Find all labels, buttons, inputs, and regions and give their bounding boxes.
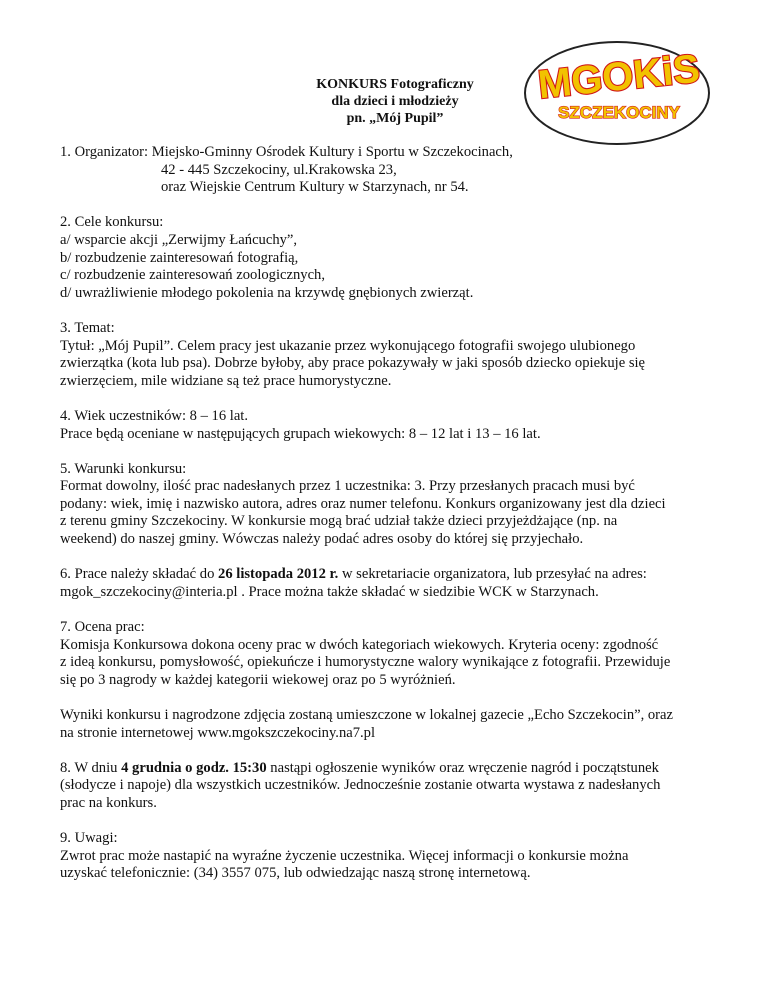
goal-d: d/ uwrażliwienie młodego pokolenia na krzywdę gnębionych zwierząt.: [60, 284, 474, 301]
goal-c: c/ rozbudzenie zainteresowań zoologicznych,: [60, 267, 325, 284]
ceremony-pre: 8. W dniu: [60, 759, 122, 776]
age-line-2: Prace będą oceniane w następujących grupach wiekowych: 8 – 12 lat i 13 – 16 lat.: [60, 425, 541, 442]
theme-line-3: zwierzęciem, mile widziane są też prace humorystyczne.: [60, 372, 392, 389]
goal-b: b/ rozbudzenie zainteresowań fotografią,: [60, 249, 299, 266]
ceremony-line-3: prac na konkurs.: [60, 794, 157, 811]
document-body: [60, 144, 720, 901]
theme-line-1: Tytuł: „Mój Pupil”. Celem pracy jest ukazanie przez wykonującego fotografii swojego ulubionego: [60, 337, 636, 354]
evaluation-line-1: Komisja Konkursowa dokona oceny prac w dwóch kategoriach wiekowych. Kryteria oceny: zgodność: [60, 636, 659, 653]
goals-heading: 2. Cele konkursu:: [60, 214, 164, 231]
theme-line-2: zwierzątka (kota lub psa). Dobrze byłoby, aby prace pokazywały w jaki sposób dziecko opiekuje się: [60, 355, 646, 372]
results-line-2: na stronie internetowej www.mgokszczekociny.na7.pl: [60, 724, 376, 741]
section-conditions: [60, 461, 720, 549]
section-submission: [60, 566, 720, 601]
title-line-3: pn. „Mój Pupil”: [346, 111, 444, 126]
results-line-1: Wyniki konkursu i nagrodzone zdjęcia zostaną umieszczone w lokalnej gazecie „Echo Szczekocin”, oraz: [60, 707, 674, 723]
submission-post: w sekretariacie organizatora, lub przesyłać na adres:: [338, 566, 647, 583]
ceremony-line-2: (słodycze i napoje) dla wszystkich uczestników. Jednocześnie zostanie otwarta wystawa z nadesłanych: [60, 777, 661, 794]
notes-line-2: uzyskać telefonicznie: (34) 3557 075, lub odwiedzając naszą stronę internetową.: [60, 865, 531, 882]
evaluation-line-2: z ideą konkursu, pomysłowość, opiekuńcze i humorystyczne walory wynikające z fotografii. Przewiduje: [60, 654, 671, 671]
ceremony-post: nastąpi ogłoszenie wyników oraz wręczenie nagród i początstunek: [266, 759, 659, 776]
section-results: [60, 707, 720, 742]
conditions-line-1: Format dowolny, ilość prac nadesłanych przez 1 uczestnika: 3. Przy przesłanych pracach musi być: [60, 478, 635, 495]
submission-line-2: mgok_szczekociny@interia.pl . Prace można także składać w siedzibie WCK w Starzynach.: [60, 583, 599, 600]
section-evaluation: [60, 619, 720, 689]
section-organizer: [60, 144, 720, 197]
notes-line-1: Zwrot prac może nastapić na wyraźne życzenie uczestnika. Więcej informacji o konkursie można: [60, 847, 629, 864]
mgokis-logo: [521, 38, 713, 148]
section-theme: [60, 320, 720, 390]
ceremony-line-1: [60, 760, 720, 778]
organizer-address: 42 - 445 Szczekociny, ul.Krakowska 23,: [161, 161, 397, 178]
conditions-line-4: weekend) do naszej gminy. Wówczas należy podać adres osoby do której się przyjechało.: [60, 531, 584, 548]
submission-line-1: [60, 566, 720, 584]
section-ceremony: [60, 760, 720, 813]
logo-bottom-text: SZCZEKOCINY: [558, 103, 680, 122]
section-notes: [60, 830, 720, 883]
evaluation-heading: 7. Ocena prac:: [60, 619, 145, 636]
section-age: [60, 408, 720, 443]
notes-heading: 9. Uwagi:: [60, 830, 118, 847]
submission-pre: 6. Prace należy składać do: [60, 566, 219, 583]
title-line-2: dla dzieci i młodzieży: [331, 94, 459, 109]
evaluation-line-3: się po 3 nagrody w każdej kategorii wiekowej oraz po 5 wyróżnień.: [60, 671, 456, 688]
title-line-1: KONKURS Fotograficzny: [316, 77, 474, 92]
submission-deadline: 26 listopada 2012 r.: [218, 566, 339, 583]
goal-a: a/ wsparcie akcji „Zerwijmy Łańcuchy”,: [60, 231, 298, 248]
theme-heading: 3. Temat:: [60, 319, 115, 336]
logo-top-text: MGOKiS: [535, 46, 702, 108]
organizer-line: 1. Organizator: Miejsko-Gminny Ośrodek Kultury i Sportu w Szczekocinach,: [60, 144, 513, 160]
conditions-heading: 5. Warunki konkursu:: [60, 460, 187, 477]
ceremony-date: 4 grudnia o godz. 15:30: [121, 759, 267, 776]
conditions-line-3: z terenu gminy Szczekociny. W konkursie mogą brać udział także dzieci przyjeżdżające (np. na: [60, 513, 618, 530]
document-title: [230, 76, 560, 127]
organizer-partner: oraz Wiejskie Centrum Kultury w Starzynach, nr 54.: [161, 179, 469, 196]
age-line-1: 4. Wiek uczestników: 8 – 16 lat.: [60, 407, 249, 424]
conditions-line-2: podany: wiek, imię i nazwisko autora, adres oraz numer telefonu. Konkurs organizowany jest dla dzieci: [60, 495, 666, 512]
section-goals: [60, 214, 720, 302]
